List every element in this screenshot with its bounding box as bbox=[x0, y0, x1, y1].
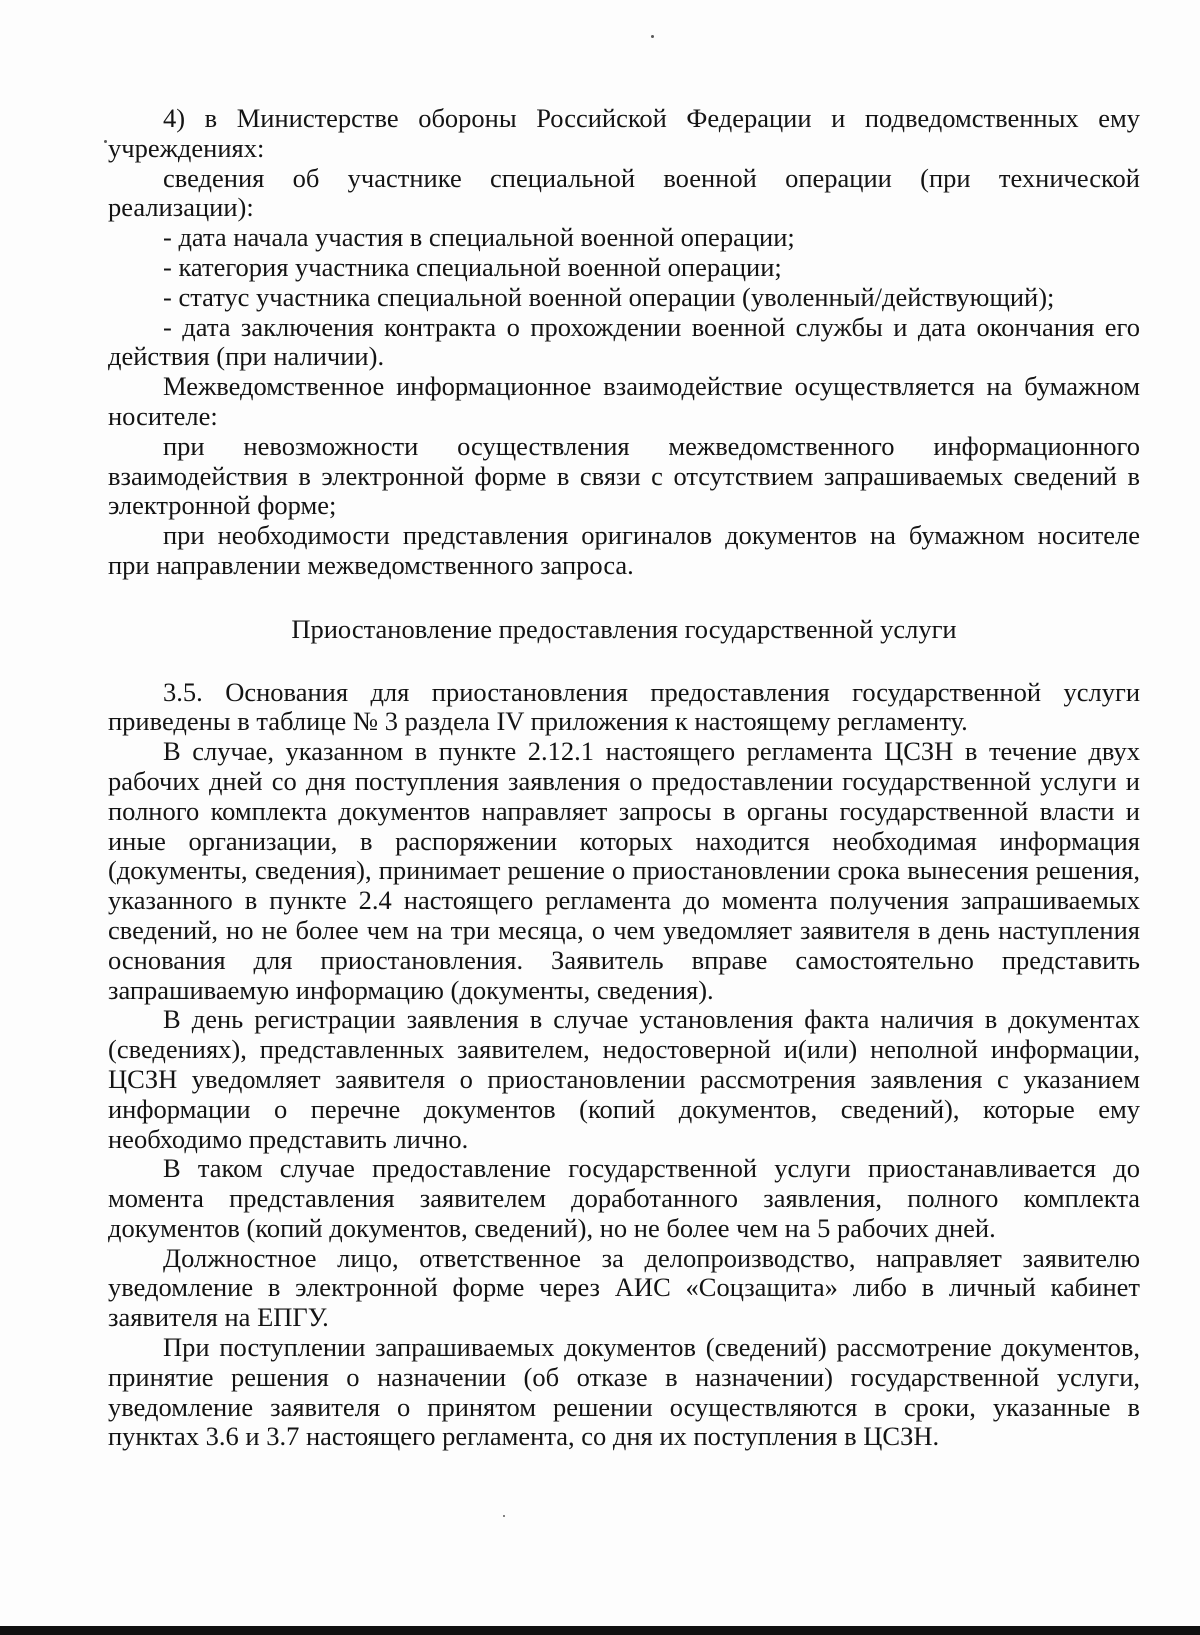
list-item: - статус участника специальной военной операции (уволенный/действующий); bbox=[163, 281, 1055, 312]
paragraph: сведения об участнике специальной военной операции (при технической реализации): bbox=[108, 162, 1140, 223]
section-heading: Приостановление предоставления государственной услуги bbox=[291, 613, 957, 644]
paragraph: В день регистрации заявления в случае установления факта наличия в документах (сведениях), представленных заявителем, недостоверной и(или) неполной информации, ЦСЗН уведомляет заявителя о приостановлении рассмотрения заявления с указанием информации о перечне документов (копий документов, сведений), которые ему необходимо представить лично. bbox=[108, 1004, 1140, 1154]
paragraph: В таком случае предоставление государственной услуги приостанавливается до момента представления заявителем доработанного заявления, полного комплекта документов (копий документов, сведений), но не более чем на 5 рабочих дней. bbox=[108, 1153, 1140, 1243]
paragraph: Должностное лицо, ответственное за делопроизводство, направляет заявителю уведомление в электронной форме через АИС «Соцзащита» либо в личный кабинет заявителя на ЕПГУ. bbox=[108, 1242, 1140, 1333]
paragraph: В случае, указанном в пункте 2.12.1 настоящего регламента ЦСЗН в течение двух рабочих дней со дня поступления заявления о предоставлении государственной услуги и полного комплекта документов направляет запросы в органы государственной власти и иные организации, в распоряжении которых находится необходимая информация (документы, сведения), принимает решение о приостановлении срока вынесения решения, указанного в пункте 2.4 настоящего регламента до момента получения запрашиваемых сведений, но не более чем на три месяца, о чем уведомляет заявителя в день наступления основания для приостановления. Заявитель вправе самостоятельно представить запрашиваемую информацию (документы, сведения). bbox=[108, 736, 1140, 1005]
paragraph: 3.5. Основания для приостановления предоставления государственной услуги приведены в таблице № 3 раздела IV приложения к настоящему регламенту. bbox=[108, 676, 1140, 737]
scan-speck bbox=[651, 35, 654, 38]
scan-speck bbox=[104, 140, 107, 143]
paragraph: при невозможности осуществления межведомственного информационного взаимодействия в электронной форме в связи с отсутствием запрашиваемых сведений в электронной форме; bbox=[108, 430, 1140, 521]
list-item: - дата заключения контракта о прохождении военной службы и дата окончания его действия (при наличии). bbox=[108, 311, 1140, 372]
paragraph: При поступлении запрашиваемых документов (сведений) рассмотрение документов, принятие решения о назначении (об отказе в назначении) государственной услуги, уведомление заявителя о принятом решении осуществляются в сроки, указанные в пунктах 3.6 и 3.7 настоящего регламента, со дня их поступления в ЦСЗН. bbox=[108, 1332, 1140, 1452]
list-item: - дата начала участия в специальной военной операции; bbox=[163, 222, 795, 253]
document-body bbox=[108, 104, 1140, 1452]
scan-edge-bar bbox=[0, 1626, 1200, 1635]
scan-speck bbox=[503, 1515, 505, 1517]
paragraph: 4) в Министерстве обороны Российской Федерации и подведомственных ему учреждениях: bbox=[108, 103, 1140, 163]
paragraph: Межведомственное информационное взаимодействие осуществляется на бумажном носителе: bbox=[108, 371, 1140, 431]
paragraph: при необходимости представления оригиналов документов на бумажном носителе при направлении межведомственного запроса. bbox=[108, 520, 1140, 580]
list-item: - категория участника специальной военной операции; bbox=[163, 251, 782, 282]
